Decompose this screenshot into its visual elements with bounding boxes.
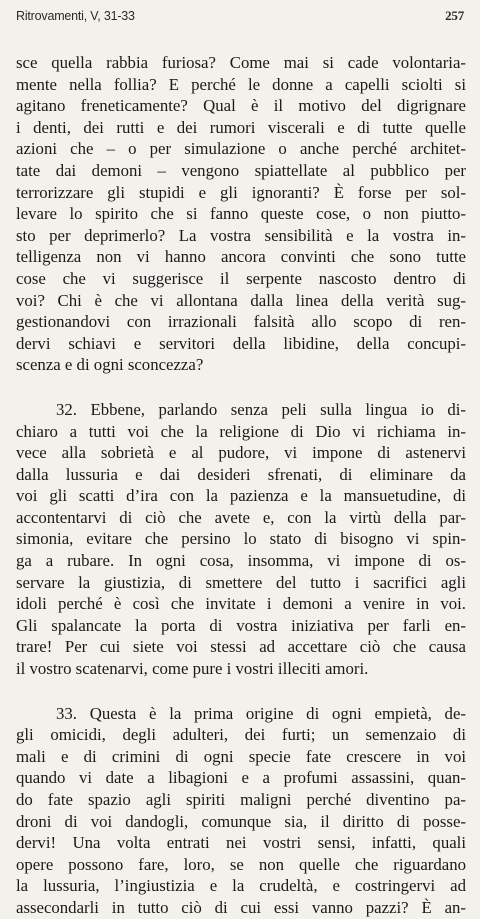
text-line: agitano freneticamente? Qual è il motivo del digrignare [16, 96, 466, 116]
paragraph-32 [16, 399, 466, 680]
text-line: simonia, evitare che persino lo stato di bisogno vi spin- [16, 529, 466, 549]
text-line: vece alla sobrietà e al pudore, vi impone di astenervi [16, 443, 466, 463]
paragraph-continuation [16, 52, 466, 376]
text-line: dervi schiavi e servitori della libidine, della concupi- [16, 333, 466, 353]
text-line: voi gli scatti d’ira con la pazienza e la mansuetudine, di [16, 486, 466, 506]
text-line: 32. Ebbene, parlando senza peli sulla lingua io di- [56, 399, 466, 419]
text-line: sce quella rabbia furiosa? Come mai si cade volontaria- [16, 53, 466, 72]
text-line: dalla lussuria e dai desideri sfrenati, di eliminare da [16, 464, 466, 484]
text-line: i denti, dei rutti e dei rumori viscerali e di tutte quelle [16, 117, 466, 137]
text-line: il vostro scatenarvi, come pure i vostri illeciti amori. [16, 659, 369, 679]
text-line: sto per deprimerlo? La vostra sensibilità e la vostra in- [16, 225, 466, 245]
text-line: gestionandovi con irrazionali falsità allo scopo di ren- [16, 312, 466, 332]
text-line: mali e di crimini di ogni specie fate crescere in voi [16, 746, 466, 766]
text-line: droni di voi dandogli, comunque sia, il diritto di posse- [16, 811, 466, 831]
text-line: voi? Chi è che vi allontana dalla linea della verità sug- [16, 290, 466, 310]
text-line: levare lo spirito che si fanno queste cose, o non piutto- [16, 204, 466, 224]
text-line: idoli perché è così che invitate i demoni a venire in voi. [16, 594, 466, 614]
text-line: do fate spazio agli spiriti maligni perché diventino pa- [16, 790, 466, 809]
text-line: tate dai demoni – vengono spiattellate al pubblico per [16, 160, 466, 180]
text-line: scenza e di ogni sconcezza? [16, 355, 204, 375]
text-line: mente nella follia? E perché le donne a capelli sciolti si [16, 74, 466, 94]
text-line: opere possono fare, loro, se non quelle che riguardano [16, 854, 466, 874]
paragraph-gap [16, 376, 466, 399]
text-line: dervi! Una volta entrati nei vostri sensi, infatti, quali [16, 833, 466, 853]
page-number: 257 [445, 8, 464, 23]
text-line: Gli spalancate la porta di vostra iniziativa per farli en- [16, 615, 466, 635]
text-line: 33. Questa è la prima origine di ogni empietà, de- [56, 703, 466, 723]
paragraph-gap [16, 680, 466, 703]
text-line: telligenza non vi hanno ancora convinti che sono tutte [16, 247, 466, 267]
text-line: trare! Per cui siete voi stessi ad accettare ciò che causa [16, 637, 466, 657]
text-line: la lussuria, l’ingiustizia e la crudeltà, e costringervi ad [16, 876, 466, 896]
text-line: gli omicidi, degli adulteri, dei furti; un semenzaio di [16, 725, 466, 745]
text-line: servare la giustizia, di smettere del tutto i sacrifici agli [16, 572, 466, 592]
text-line: ga a rubare. In ogni cosa, insomma, vi impone di os- [16, 551, 466, 571]
text-line: terrorizzare gli stupidi e gli ignoranti? È forse per sol- [16, 182, 466, 202]
paragraph-33 [16, 703, 466, 919]
text-line: quando vi date a libagioni e a profumi assassini, quan- [16, 768, 466, 788]
running-title: Ritrovamenti, V, 31-33 [16, 9, 135, 23]
body-text [16, 52, 466, 919]
text-line: assecondarli in tutto ciò di cui essi vanno pazzi? È an- [16, 897, 466, 917]
text-line: azioni che – o per simulazione o anche perché architet- [16, 139, 466, 159]
text-line: cose che vi suggerisce il serpente nascosto dentro di [16, 268, 466, 288]
text-line: accontentarvi di ciò che avete e, con la virtù della par- [16, 507, 466, 527]
text-line: chiaro a tutti voi che la religione di Dio vi richiama in- [16, 421, 466, 441]
page-header [16, 8, 466, 38]
